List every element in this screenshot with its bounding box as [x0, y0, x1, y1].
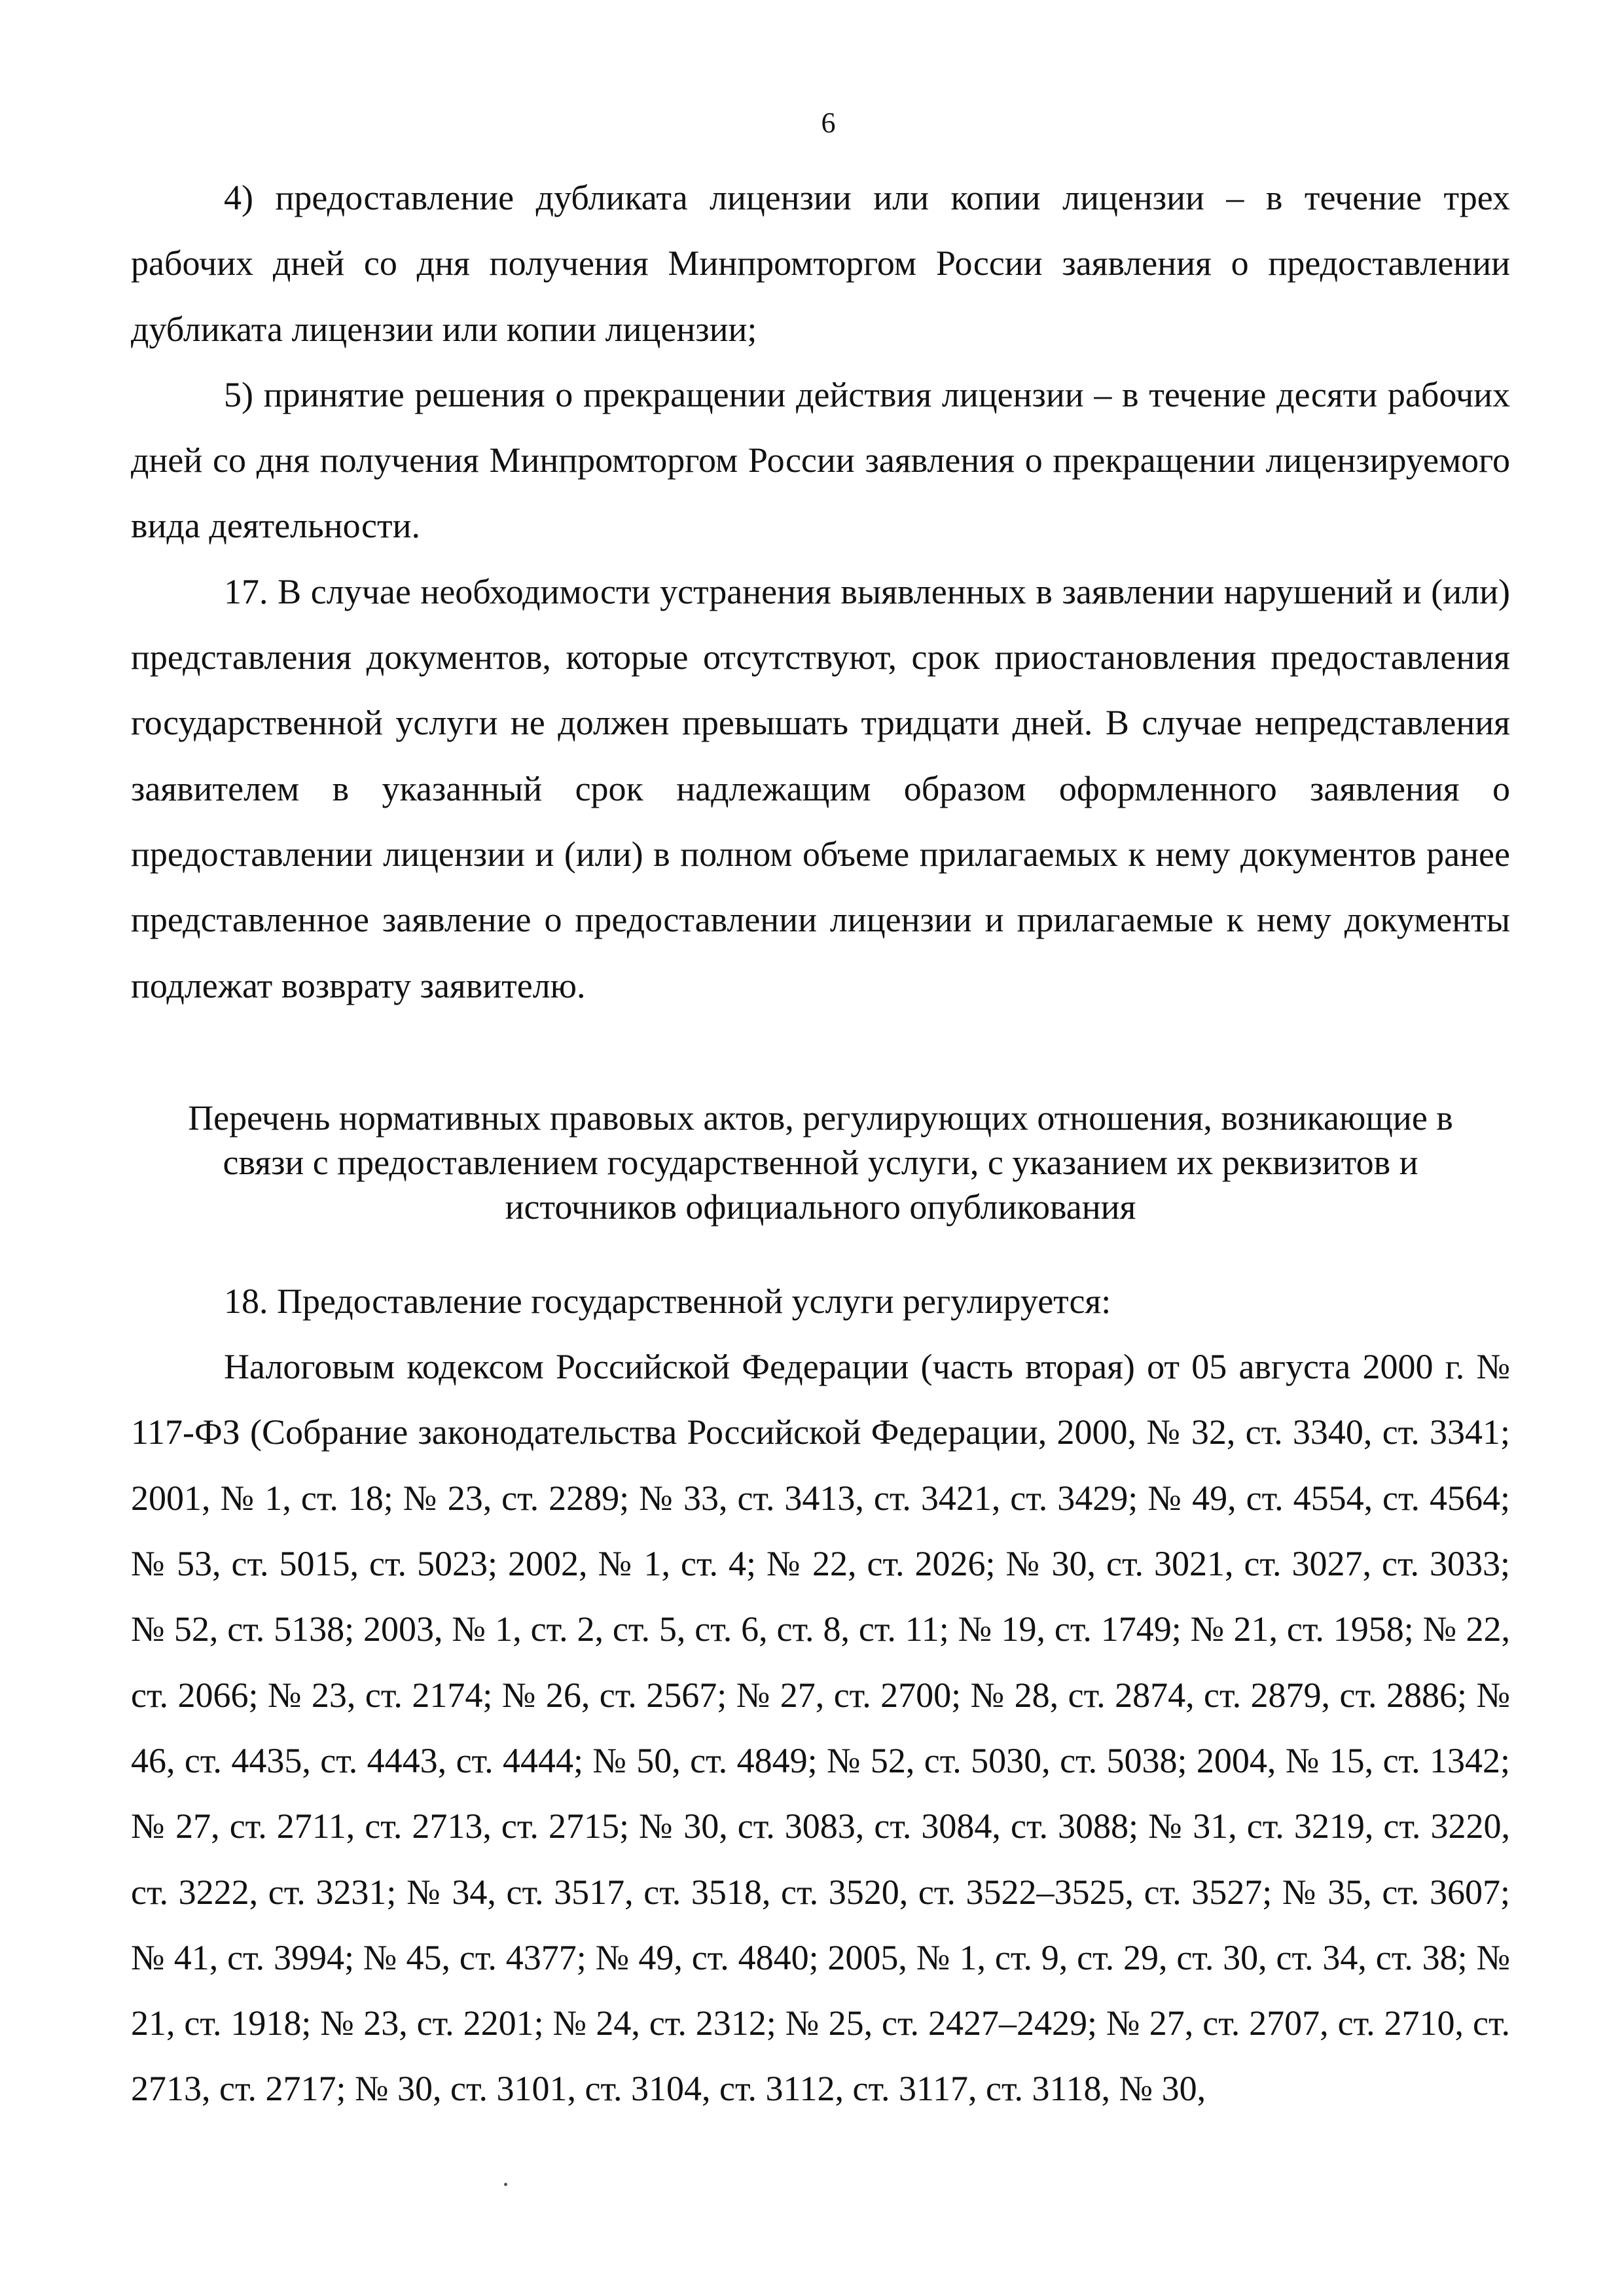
- scan-speck: [504, 2183, 507, 2186]
- document-body: [131, 165, 1510, 2122]
- paragraph-18: 18. Предоставление государственной услуги регулируется:: [224, 1281, 1111, 1321]
- paragraph-item-5: 5) принятие решения о прекращении действия лицензии – в течение десяти рабочих дней со дня получения Минпромторгом России заявления о прекращении лицензируемого вида деятельности.: [131, 374, 1510, 546]
- paragraph-17: 17. В случае необходимости устранения выявленных в заявлении нарушений и (или) представления документов, которые отсутствуют, срок приостановления предоставления государственной услуги не должен превышать тридцати дней. В случае непредставления заявителем в указанный срок надлежащим образом оформленного заявления о предоставлении лицензии и (или) в полном объеме прилагаемых к нему документов ранее представленное заявление о предоставлении лицензии и прилагаемые к нему документы подлежат возврату заявителю.: [131, 571, 1510, 1005]
- page-number: 6: [821, 107, 836, 139]
- paragraph-tax-code: Налоговым кодексом Российской Федерации (часть вторая) от 05 августа 2000 г. № 117-ФЗ (Собрание законодательства Российской Федерации, 2000, № 32, ст. 3340, ст. 3341; 2001, № 1, ст. 18; № 23, ст. 2289; № 33, ст. 3413, ст. 3421, ст. 3429; № 49, ст. 4554, ст. 4564; № 53, ст. 5015, ст. 5023; 2002, № 1, ст. 4; № 22, ст. 2026; № 30, ст. 3021, ст. 3027, ст. 3033; № 52, ст. 5138; 2003, № 1, ст. 2, ст. 5, ст. 6, ст. 8, ст. 11; № 19, ст. 1749; № 21, ст. 1958; № 22, ст. 2066; № 23, ст. 2174; № 26, ст. 2567; № 27, ст. 2700; № 28, ст. 2874, ст. 2879, ст. 2886; № 46, ст. 4435, ст. 4443, ст. 4444; № 50, ст. 4849; № 52, ст. 5030, ст. 5038; 2004, № 15, ст. 1342; № 27, ст. 2711, ст. 2713, ст. 2715; № 30, ст. 3083, ст. 3084, ст. 3088; № 31, ст. 3219, ст. 3220, ст. 3222, ст. 3231; № 34, ст. 3517, ст. 3518, ст. 3520, ст. 3522–3525, ст. 3527; № 35, ст. 3607; № 41, ст. 3994; № 45, ст. 4377; № 49, ст. 4840; 2005, № 1, ст. 9, ст. 29, ст. 30, ст. 34, ст. 38; № 21, ст. 1918; № 23, ст. 2201; № 24, ст. 2312; № 25, ст. 2427–2429; № 27, ст. 2707, ст. 2710, ст. 2713, ст. 2717; № 30, ст. 3101, ст. 3104, ст. 3112, ст. 3117, ст. 3118, № 30,: [131, 1347, 1510, 2109]
- section-heading: Перечень нормативных правовых актов, регулирующих отношения, возникающие в связи с предоставлением государственной услуги, с указанием их реквизитов и источников официального опубликования: [188, 1098, 1453, 1227]
- paragraph-item-4: 4) предоставление дубликата лицензии или копии лицензии – в течение трех рабочих дней со дня получения Минпромторгом России заявления о предоставлении дубликата лицензии или копии лицензии;: [131, 178, 1510, 349]
